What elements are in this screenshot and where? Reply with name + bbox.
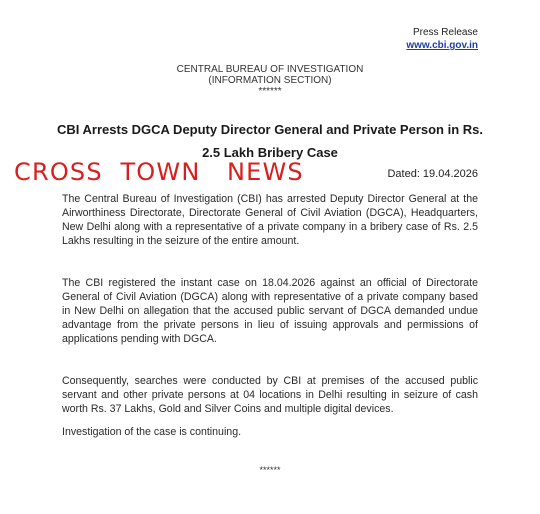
title-line-2: 2.5 Lakh Bribery Case — [202, 145, 338, 160]
paragraph-arrest: The Central Bureau of Investigation (CBI) has arrested Deputy Director General at the Airworthiness Directorate, Directorate General of Civil Aviation (DGCA), Headquarters, New Delhi along with a representative of a private company in a bribery case of Rs. 2.5 Lakhs resulting in the seizure of the entire amount. — [62, 193, 478, 247]
paragraph-investigation-status: Investigation of the case is continuing. — [62, 426, 242, 438]
paragraph-case-registration: The CBI registered the instant case on 18.04.2026 against an official of Directorate General of Civil Aviation (DGCA) along with representative of a private company based in New Delhi on allegation that the accused public servant of DGCA demanded undue advantage from the private persons in lieu of issuing approvals and permissions of applications pending with DGCA. — [62, 277, 478, 345]
press-release-label: Press Release — [412, 27, 478, 38]
header-stars: ****** — [258, 86, 282, 97]
organization-name: CENTRAL BUREAU OF INVESTIGATION — [176, 64, 364, 75]
title-line-1: CBI Arrests DGCA Deputy Director General and Private Person in Rs. — [57, 122, 483, 137]
header-right-block — [406, 26, 478, 52]
website-link[interactable]: www.cbi.gov.in — [406, 40, 478, 51]
organization-block — [0, 64, 540, 97]
organization-section: (INFORMATION SECTION) — [208, 75, 332, 86]
footer-stars: ****** — [259, 465, 281, 475]
paragraph-searches: Consequently, searches were conducted by CBI at premises of the accused public servant and other private persons at 04 locations in Delhi resulting in seizure of cash worth Rs. 37 Lakhs, Gold and Silver Coins and multiple digital devices. — [62, 375, 478, 415]
dated-label: Dated: 19.04.2026 — [387, 168, 478, 180]
cross-town-news-watermark: CROSS TOWN NEWS — [14, 158, 304, 186]
